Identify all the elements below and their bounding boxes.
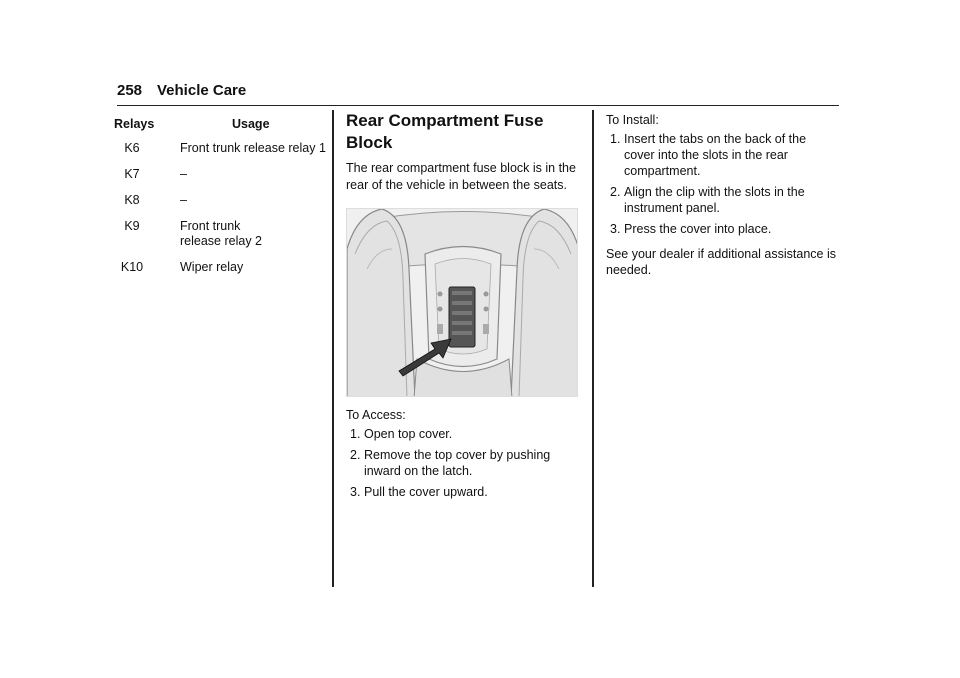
list-item <box>606 221 840 237</box>
section-title: Vehicle Care <box>157 82 247 99</box>
table-row <box>112 193 327 208</box>
col-header-usage: Usage <box>232 117 270 131</box>
install-label: To Install: <box>606 113 659 127</box>
table-row <box>112 219 327 249</box>
access-steps <box>346 426 580 500</box>
relay-id: K10 <box>120 260 144 274</box>
list-item <box>346 484 580 500</box>
console-illustration <box>347 209 578 397</box>
page-number: 258 <box>117 82 143 99</box>
page-header <box>117 82 839 106</box>
step-number: 1. <box>350 426 361 441</box>
install-steps <box>606 131 840 237</box>
step-text: Remove the top cover by pushing inward on the latch. <box>364 447 551 478</box>
step-text: Align the clip with the slots in the instrument panel. <box>624 184 805 215</box>
intro-paragraph: The rear compartment fuse block is in the rear of the vehicle in between the seats. <box>346 161 576 192</box>
relay-usage: – <box>180 167 187 181</box>
dealer-note: See your dealer if additional assistance is needed. <box>606 246 836 277</box>
relay-id: K6 <box>124 141 140 155</box>
table-row <box>112 260 327 275</box>
step-number: 2. <box>350 447 361 462</box>
rear-fuse-block-section <box>346 110 580 500</box>
table-header <box>112 117 327 137</box>
step-number: 3. <box>350 484 361 499</box>
table-row <box>112 141 327 156</box>
section-heading: Rear Compartment Fuse Block <box>346 111 544 152</box>
access-label: To Access: <box>346 408 406 422</box>
step-text: Open top cover. <box>364 426 453 441</box>
col-header-relays: Relays <box>114 117 155 131</box>
step-text: Insert the tabs on the back of the cover into the slots in the rear compartment. <box>624 131 807 178</box>
fuse-block-illustration <box>346 208 578 397</box>
step-number: 2. <box>610 184 621 199</box>
list-item <box>346 426 580 442</box>
list-item <box>606 184 840 216</box>
table-row <box>112 167 327 182</box>
step-text: Pull the cover upward. <box>364 484 488 499</box>
relay-id: K9 <box>124 219 140 233</box>
relay-id: K8 <box>124 193 140 207</box>
list-item <box>346 447 580 479</box>
step-number: 1. <box>610 131 621 146</box>
list-item <box>606 131 840 179</box>
install-section <box>606 112 840 279</box>
relay-usage: Front trunk release relay 2 <box>180 219 262 248</box>
relay-usage: – <box>180 193 187 207</box>
step-number: 3. <box>610 221 621 236</box>
column-divider <box>332 110 334 587</box>
relay-table <box>112 117 327 275</box>
relay-usage: Wiper relay <box>180 260 244 274</box>
relay-usage: Front trunk release relay 1 <box>180 141 326 155</box>
step-text: Press the cover into place. <box>624 221 772 236</box>
column-divider <box>592 110 594 587</box>
relay-id: K7 <box>124 167 140 181</box>
